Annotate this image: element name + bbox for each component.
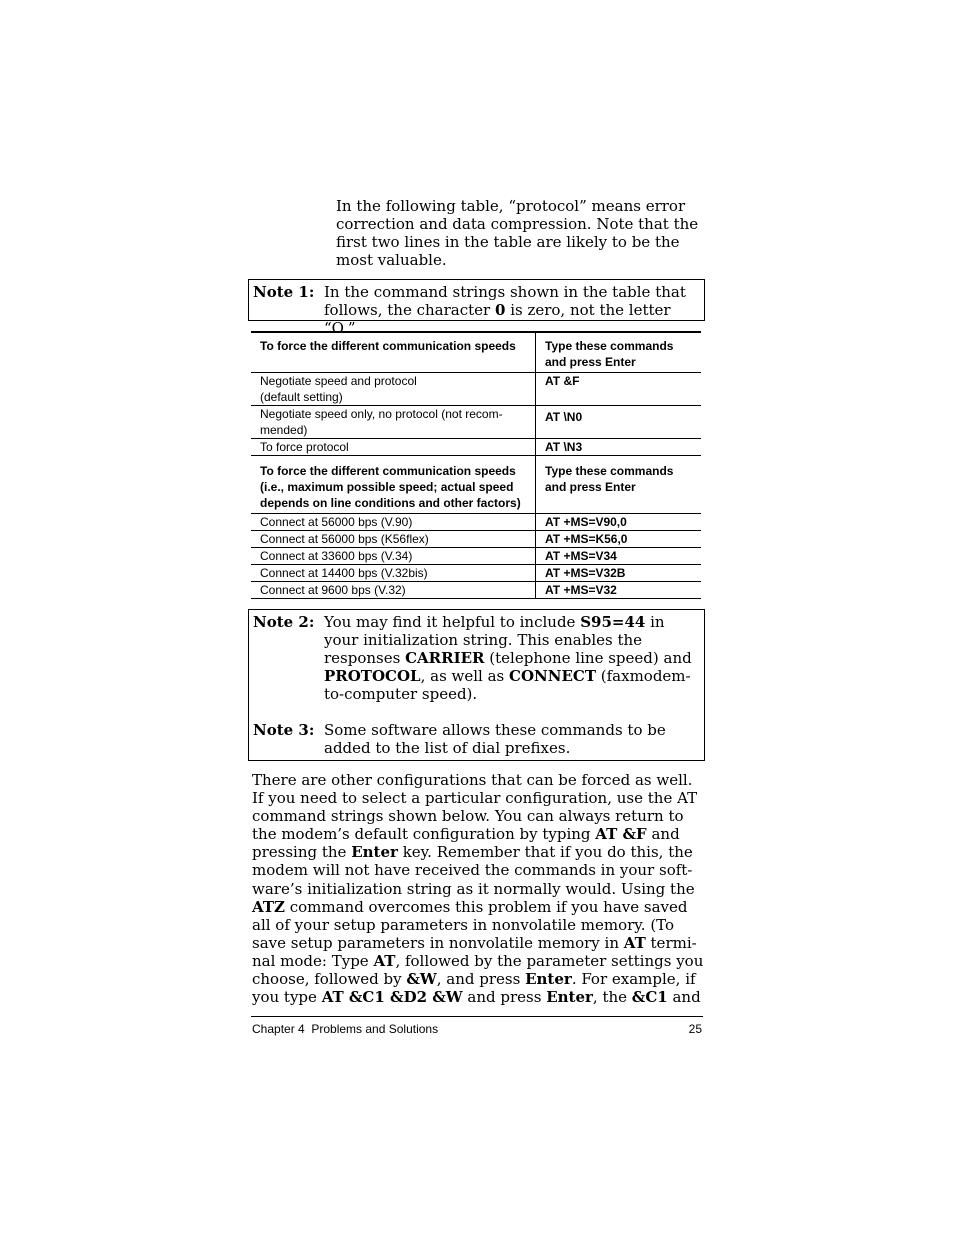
- table-header-left: To force the different communication speeds: [251, 332, 536, 373]
- table-cell-cmd: AT +MS=V32B: [536, 565, 702, 582]
- table-cell-cmd: AT \N0: [536, 406, 702, 439]
- table-cell-cmd: AT \N3: [536, 439, 702, 456]
- table-cell-desc: Connect at 56000 bps (V.90): [251, 514, 536, 531]
- note-1-box: [248, 279, 705, 337]
- note-2-label: Note 2:: [253, 613, 315, 631]
- table-cell-cmd: AT +MS=K56,0: [536, 531, 702, 548]
- table-header-right: Type these commands and press Enter: [536, 456, 702, 514]
- table-header-row: [251, 456, 701, 514]
- table-cell-desc: Negotiate speed and protocol (default setting): [251, 373, 536, 406]
- intro-paragraph: In the following table, “protocol” means error correction and data compression. Note that the first two lines in the table are likely to be the most valuable.: [336, 197, 699, 269]
- body-paragraph: There are other configurations that can be forced as well. If you need to select a particular configuration, use the AT command strings shown below. You can always return to the modem’s default configuration by typing AT &F and pressing the Enter key. Remember that if you do this, the modem will not have received the commands in your soft-ware’s initialization string as it normally would. Using the ATZ command overcomes this problem if you have saved all of your setup parameters in nonvolatile memory. (To save setup parameters in nonvolatile memory in AT termi-nal mode: Type AT, followed by the parameter settings you choose, followed by &W, and press Enter. For example, if you type AT &C1 &D2 &W and press Enter, the &C1 and: [252, 771, 704, 1007]
- note-2-text: You may find it helpful to include S95=44 in your initialization string. This enables the responses CARRIER (telephone line speed) and PROTOCOL, as well as CONNECT (faxmodem-to-computer speed).: [324, 613, 692, 703]
- table-cell-cmd: AT +MS=V34: [536, 548, 702, 565]
- table-row: [251, 548, 701, 565]
- table-cell-cmd: AT +MS=V32: [536, 582, 702, 599]
- table-cell-desc: Connect at 14400 bps (V.32bis): [251, 565, 536, 582]
- note-1-label: Note 1:: [253, 283, 315, 301]
- table-header-right: Type these commands and press Enter: [536, 332, 702, 373]
- footer-rule: [251, 1016, 703, 1017]
- table-row: [251, 531, 701, 548]
- note-3: [249, 721, 704, 757]
- note-3-label: Note 3:: [253, 721, 315, 739]
- table-row: [251, 514, 701, 531]
- note-1-text: In the command strings shown in the table that follows, the character 0 is zero, not the letter “O.”: [324, 283, 686, 337]
- table-cell-cmd: AT &F: [536, 373, 702, 406]
- note-2: [249, 613, 704, 703]
- table-row: [251, 565, 701, 582]
- table-row: [251, 439, 701, 456]
- command-table: [251, 331, 701, 599]
- table-cell-desc: To force protocol: [251, 439, 536, 456]
- notes-2-3-box: [248, 609, 705, 761]
- footer-page-number: 25: [688, 1022, 702, 1036]
- footer-chapter: Chapter 4 Problems and Solutions: [252, 1022, 439, 1036]
- table-cell-desc: Connect at 33600 bps (V.34): [251, 548, 536, 565]
- table-cell-desc: Negotiate speed only, no protocol (not recom- mended): [251, 406, 536, 439]
- table-cell-desc: Connect at 9600 bps (V.32): [251, 582, 536, 599]
- note-3-text: Some software allows these commands to be added to the list of dial prefixes.: [324, 721, 666, 757]
- table-header-left: To force the different communication speeds (i.e., maximum possible speed; actual speed depends on line conditions and other factors): [251, 456, 536, 514]
- table-cell-desc: Connect at 56000 bps (K56flex): [251, 531, 536, 548]
- table-row: [251, 582, 701, 599]
- table-cell-cmd: AT +MS=V90,0: [536, 514, 702, 531]
- table-header-row: [251, 332, 701, 373]
- table-row: [251, 373, 701, 406]
- table-row: [251, 406, 701, 439]
